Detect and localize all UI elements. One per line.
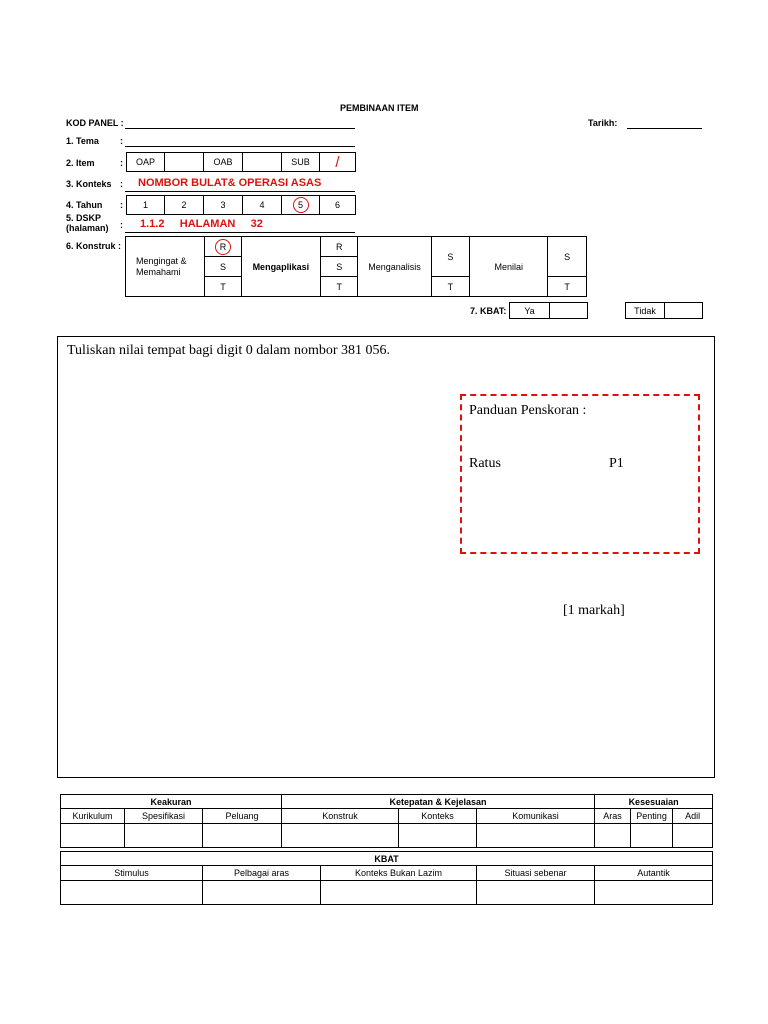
dskp-line [125, 232, 355, 233]
kbat-ya-box [509, 302, 588, 319]
kbat-col-autantik: Autantik [595, 866, 713, 881]
konstruk-t-3: T [431, 277, 470, 297]
kbat-col-stimulus: Stimulus [61, 866, 203, 881]
konstruk-r-selected-circle: R [215, 239, 231, 255]
konstruk-s-4: S [548, 237, 587, 277]
konstruk-r-2: R [320, 237, 358, 257]
question-marks: [1 markah] [563, 603, 625, 618]
tahun-selected-circle: 5 [293, 197, 309, 213]
konstruk-table [125, 236, 587, 297]
konstruk-mengingat-line2: Memahami [136, 266, 181, 277]
review-cell [399, 824, 477, 848]
review-cell [282, 824, 399, 848]
konteks-colon: : [120, 179, 123, 189]
scoring-mark-code: P1 [609, 456, 624, 471]
kbat-cell [61, 881, 203, 905]
review-col-penting: Penting [631, 809, 673, 824]
review-group-kesesuaian: Kesesuaian [595, 795, 713, 809]
review-cell [203, 824, 282, 848]
tarikh-line [627, 128, 702, 129]
kbat-col-pelbagai-aras: Pelbagai aras [203, 866, 321, 881]
kbat-cell [477, 881, 595, 905]
tahun-cell-2: 2 [165, 196, 204, 215]
konstruk-s-2: S [320, 257, 358, 277]
item-cell-oab: OAB [204, 153, 243, 172]
kbat-cell [595, 881, 713, 905]
review-group-keakuran: Keakuran [61, 795, 282, 809]
kbat-col-situasi-sebenar: Situasi sebenar [477, 866, 595, 881]
question-box [57, 336, 715, 778]
review-col-konteks: Konteks [399, 809, 477, 824]
item-colon: : [120, 158, 123, 168]
tema-colon: : [120, 136, 123, 146]
konstruk-mengaplikasi: Mengaplikasi [241, 237, 320, 297]
tema-line [125, 146, 355, 147]
review-table [60, 794, 713, 848]
konstruk-label: 6. Konstruk : [66, 241, 122, 251]
item-cell-oab-blank [243, 153, 282, 172]
tahun-label: 4. Tahun [66, 200, 103, 210]
tarikh-label: Tarikh: [588, 118, 618, 128]
dskp-label [66, 213, 109, 233]
kbat-review-title: KBAT [61, 852, 713, 866]
item-cell-oap: OAP [127, 153, 165, 172]
dskp-label-line1: 5. DSKP [66, 213, 102, 223]
tahun-cell-1: 1 [127, 196, 165, 215]
review-col-adil: Adil [673, 809, 713, 824]
tahun-cell-4: 4 [243, 196, 282, 215]
dskp-label-line2: (halaman) [66, 223, 109, 233]
konstruk-s-3: S [431, 237, 470, 277]
kod-panel-label: KOD PANEL : [66, 118, 124, 128]
konstruk-s-1: S [205, 257, 242, 277]
item-cell-sub: SUB [282, 153, 320, 172]
kbat-cell [321, 881, 477, 905]
konstruk-r-1 [205, 237, 242, 257]
review-cell [673, 824, 713, 848]
question-text: Tuliskan nilai tempat bagi digit 0 dalam nombor 381 056. [67, 343, 391, 358]
kbat-label: 7. KBAT: [470, 306, 507, 316]
konstruk-mengingat-line1: Mengingat & [136, 255, 187, 266]
tahun-cell-6: 6 [320, 196, 356, 215]
tahun-table [126, 195, 356, 215]
item-mark: / [320, 153, 356, 172]
tema-label: 1. Tema [66, 136, 99, 146]
kod-panel-line [125, 128, 355, 129]
konstruk-menganalisis: Menganalisis [358, 237, 431, 297]
konstruk-t-2: T [320, 277, 358, 297]
item-cell-oap-blank [165, 153, 204, 172]
kbat-cell [203, 881, 321, 905]
review-cell [125, 824, 203, 848]
review-cell [61, 824, 125, 848]
review-cell [477, 824, 595, 848]
tahun-colon: : [120, 200, 123, 210]
kbat-ya-check [550, 303, 588, 319]
konteks-label: 3. Konteks [66, 179, 112, 189]
dskp-colon: : [120, 220, 123, 230]
review-col-aras: Aras [595, 809, 631, 824]
kbat-ya-label: Ya [510, 303, 550, 319]
review-cell [631, 824, 673, 848]
tahun-cell-3: 3 [204, 196, 243, 215]
review-group-ketepatan: Ketepatan & Kejelasan [282, 795, 595, 809]
konstruk-t-1: T [205, 277, 242, 297]
konstruk-menilai: Menilai [470, 237, 548, 297]
review-col-spesifikasi: Spesifikasi [125, 809, 203, 824]
review-col-kurikulum: Kurikulum [61, 809, 125, 824]
kbat-tidak-label: Tidak [626, 303, 665, 319]
item-table [126, 152, 356, 172]
review-col-konstruk: Konstruk [282, 809, 399, 824]
kbat-review-table [60, 851, 713, 905]
kbat-tidak-box [625, 302, 703, 319]
konstruk-t-4: T [548, 277, 587, 297]
review-cell [595, 824, 631, 848]
tahun-cell-5 [282, 196, 320, 215]
scoring-guide-title: Panduan Penskoran : [469, 403, 587, 418]
konstruk-mengingat [126, 237, 205, 297]
review-col-peluang: Peluang [203, 809, 282, 824]
item-label: 2. Item [66, 158, 95, 168]
form-title: PEMBINAAN ITEM [340, 103, 419, 113]
review-col-komunikasi: Komunikasi [477, 809, 595, 824]
kbat-tidak-check [665, 303, 703, 319]
kbat-col-konteks-bukan-lazim: Konteks Bukan Lazim [321, 866, 477, 881]
konteks-value: NOMBOR BULAT& OPERASI ASAS [138, 177, 322, 189]
scoring-guide-box [460, 394, 700, 554]
dskp-value: 1.1.2 HALAMAN 32 [140, 218, 263, 230]
scoring-answer: Ratus [469, 456, 501, 471]
konteks-line [125, 191, 355, 192]
